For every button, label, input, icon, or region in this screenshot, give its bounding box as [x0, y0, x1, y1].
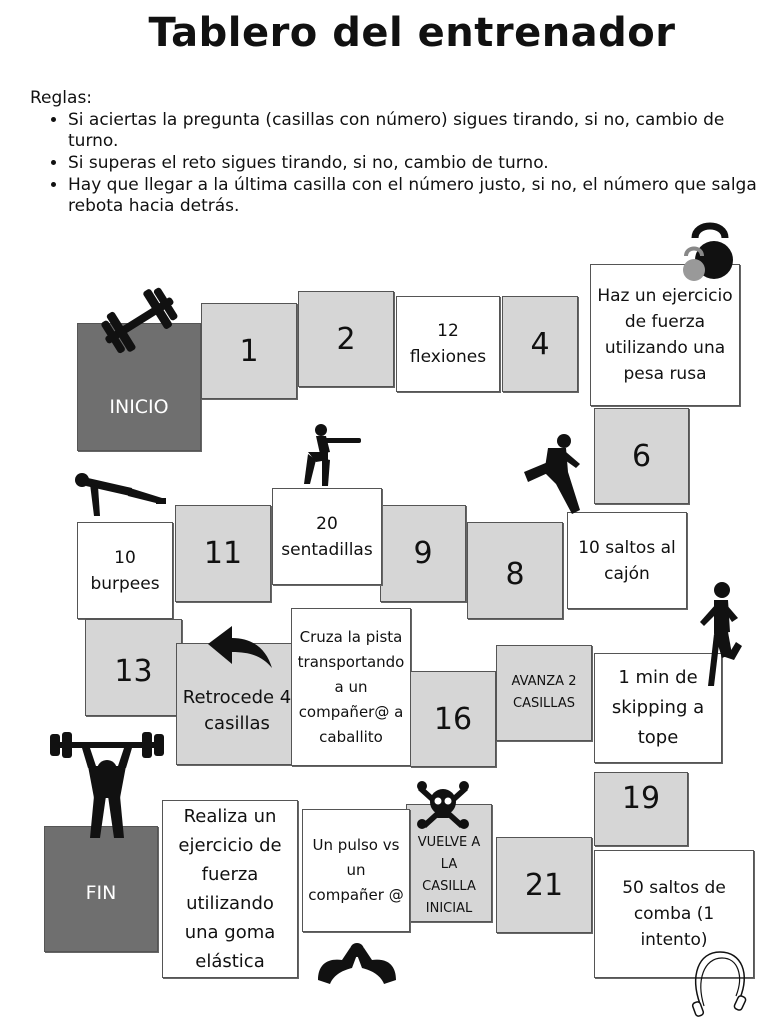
rule-item: • Hay que llegar a la última casilla con el número justo, si no, el número que salga rebota hacia detrás. — [68, 175, 768, 217]
cell-label: 1 min de skipping a tope — [611, 667, 705, 748]
cell-6[interactable] — [594, 408, 689, 504]
cell-19[interactable] — [594, 772, 688, 846]
cell-label: 20 sentadillas — [281, 513, 373, 560]
arm-wrestling-icon — [316, 940, 398, 986]
weightlifter-silhouette-icon — [48, 732, 166, 838]
end-label: FIN — [85, 882, 117, 904]
cell-label: Cruza la pista transportando a un compañer@ a caballito — [297, 627, 405, 746]
cell-label: Un pulso vs un compañer @ — [308, 836, 404, 904]
cell-11[interactable] — [175, 505, 271, 602]
running-silhouette-icon — [692, 578, 748, 690]
dumbbell-icon — [96, 286, 186, 360]
cell-12[interactable] — [77, 522, 173, 619]
burpee-silhouette-icon — [70, 470, 170, 520]
cell-label: 10 saltos al cajón — [578, 537, 676, 584]
kettlebell-icon — [680, 216, 740, 282]
cell-label: 16 — [433, 701, 473, 737]
cell-label: 2 — [336, 321, 356, 357]
cell-label: 13 — [114, 654, 153, 689]
start-label: INICIO — [109, 396, 169, 418]
jump-rope-icon — [688, 946, 752, 1018]
skull-crossbones-icon — [416, 778, 470, 830]
cell-label: 21 — [524, 867, 564, 903]
cell-5[interactable] — [590, 264, 740, 406]
cell-label: 19 — [621, 781, 661, 816]
cell-8[interactable] — [467, 522, 563, 619]
cell-23[interactable] — [302, 809, 410, 932]
rule-item: • Si superas el reto sigues tirando, si no, cambio de turno. — [68, 153, 768, 174]
cell-13[interactable] — [85, 619, 182, 716]
cell-end[interactable] — [44, 826, 158, 952]
cell-10[interactable] — [272, 488, 382, 585]
cell-label: 1 — [239, 333, 259, 369]
cell-label: AVANZA 2 CASILLAS — [511, 674, 577, 711]
cell-3[interactable] — [396, 296, 500, 392]
cell-label: Retrocede 4 casillas — [182, 687, 292, 734]
cell-21[interactable] — [496, 837, 592, 933]
cell-15[interactable] — [291, 608, 411, 766]
cell-label: 12 flexiones — [409, 321, 487, 367]
cell-4[interactable] — [502, 296, 578, 392]
cell-label: 10 burpees — [90, 547, 160, 594]
cell-7[interactable] — [567, 512, 687, 609]
page-title: Tablero del entrenador — [148, 10, 676, 56]
cell-label: 4 — [530, 326, 550, 362]
cell-1[interactable] — [201, 303, 297, 399]
cell-24[interactable] — [162, 800, 298, 978]
cell-label: Realiza un ejercicio de fuerza utilizando una goma elástica — [178, 806, 282, 972]
box-jump-silhouette-icon — [518, 432, 584, 520]
cell-label: 9 — [413, 536, 433, 571]
rules-list — [48, 110, 768, 218]
cell-16[interactable] — [410, 671, 496, 767]
cell-2[interactable] — [298, 291, 394, 387]
cell-label: Haz un ejercicio de fuerza utilizando una pesa rusa — [597, 286, 733, 384]
rule-item: • Si aciertas la pregunta (casillas con número) sigues tirando, si no, cambio de turno. — [68, 110, 768, 152]
cell-label: VUELVE A LA CASILLA INICIAL — [417, 835, 481, 916]
back-arrow-icon — [204, 622, 276, 672]
cell-label: 50 saltos de comba (1 intento) — [622, 878, 726, 950]
cell-label: 8 — [505, 557, 525, 592]
cell-17[interactable] — [496, 645, 592, 741]
cell-label: 6 — [631, 438, 652, 474]
squat-silhouette-icon — [298, 422, 364, 490]
cell-9[interactable] — [380, 505, 466, 602]
cell-label: 11 — [203, 536, 243, 571]
rules-label: Reglas: — [30, 88, 93, 108]
